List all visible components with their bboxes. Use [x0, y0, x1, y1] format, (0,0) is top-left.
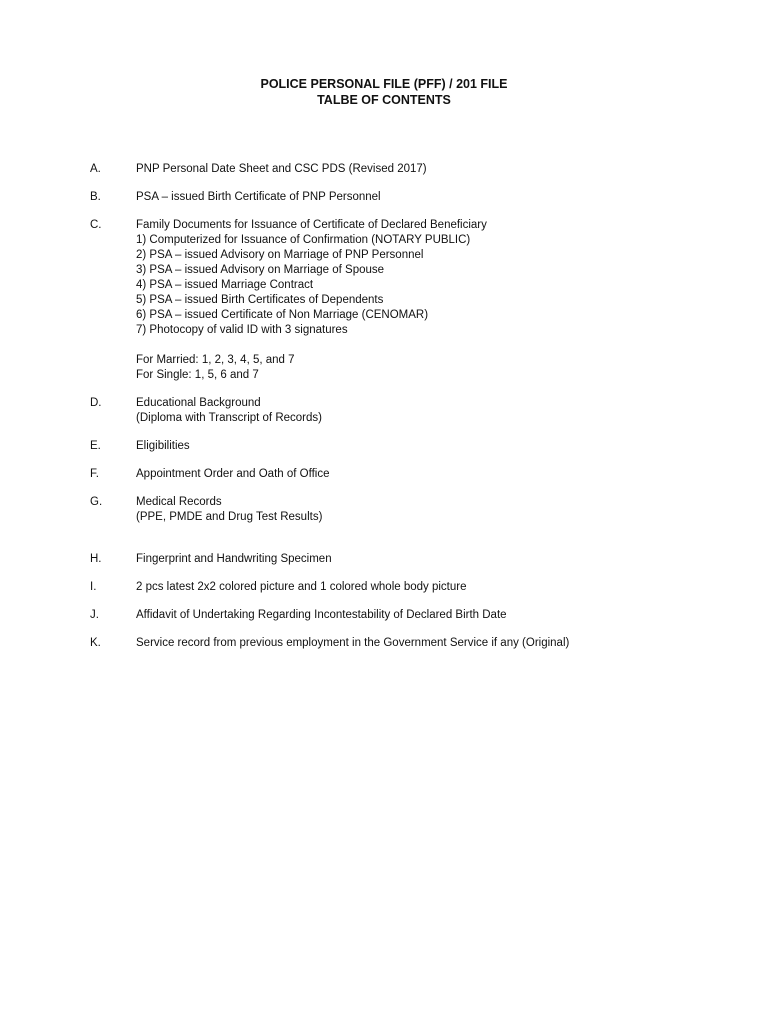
entry-subtext: (PPE, PMDE and Drug Test Results) [136, 511, 323, 523]
document-title: POLICE PERSONAL FILE (PFF) / 201 FILE [260, 77, 508, 91]
entry-text: PSA – issued Birth Certificate of PNP Personnel [136, 191, 381, 203]
entry-subtext: (Diploma with Transcript of Records) [136, 412, 322, 424]
entry-text: Appointment Order and Oath of Office [136, 468, 330, 480]
entry-text: PNP Personal Date Sheet and CSC PDS (Revised 2017) [136, 163, 427, 175]
sub-item: 4) PSA – issued Marriage Contract [136, 279, 314, 291]
entry-text: Educational Background [136, 397, 261, 409]
sub-item: 7) Photocopy of valid ID with 3 signatures [136, 324, 348, 336]
entry-letter: H. [90, 553, 102, 565]
entry-letter: J. [90, 609, 99, 621]
entry-letter: I. [90, 581, 97, 593]
toc-entry-f [90, 467, 730, 482]
beneficiary-notes [136, 353, 730, 383]
toc-entry-g [90, 495, 730, 525]
entry-letter: A. [90, 163, 101, 175]
entry-letter: C. [90, 219, 102, 231]
sub-item: 1) Computerized for Issuance of Confirmation (NOTARY PUBLIC) [136, 234, 471, 246]
entry-letter: K. [90, 637, 101, 649]
toc-entry-e [90, 439, 730, 454]
entry-text: Service record from previous employment in the Government Service if any (Original) [136, 637, 570, 649]
toc-entry-h [90, 552, 730, 567]
note-married: For Married: 1, 2, 3, 4, 5, and 7 [136, 354, 295, 366]
entry-text: Fingerprint and Handwriting Specimen [136, 553, 332, 565]
table-of-contents [90, 162, 730, 651]
document-header [0, 76, 768, 108]
sub-item: 2) PSA – issued Advisory on Marriage of PNP Personnel [136, 249, 424, 261]
entry-letter: F. [90, 468, 99, 480]
toc-entry-k [90, 636, 730, 651]
toc-entry-d [90, 396, 730, 426]
entry-letter: E. [90, 440, 101, 452]
entry-text: Medical Records [136, 496, 222, 508]
sub-item: 5) PSA – issued Birth Certificates of Dependents [136, 294, 384, 306]
toc-entry-b [90, 190, 730, 205]
sub-item: 3) PSA – issued Advisory on Marriage of Spouse [136, 264, 385, 276]
entry-text: Affidavit of Undertaking Regarding Incontestability of Declared Birth Date [136, 609, 507, 621]
entry-text: 2 pcs latest 2x2 colored picture and 1 colored whole body picture [136, 581, 467, 593]
entry-text: Family Documents for Issuance of Certificate of Declared Beneficiary [136, 219, 487, 231]
toc-entry-a [90, 162, 730, 177]
entry-letter: D. [90, 397, 102, 409]
entry-text: Eligibilities [136, 440, 190, 452]
entry-letter: B. [90, 191, 101, 203]
entry-letter: G. [90, 496, 103, 508]
note-single: For Single: 1, 5, 6 and 7 [136, 369, 259, 381]
document-subtitle: TALBE OF CONTENTS [317, 93, 451, 107]
sub-item: 6) PSA – issued Certificate of Non Marriage (CENOMAR) [136, 309, 429, 321]
toc-entry-c [90, 218, 730, 383]
toc-entry-i [90, 580, 730, 595]
toc-entry-j [90, 608, 730, 623]
